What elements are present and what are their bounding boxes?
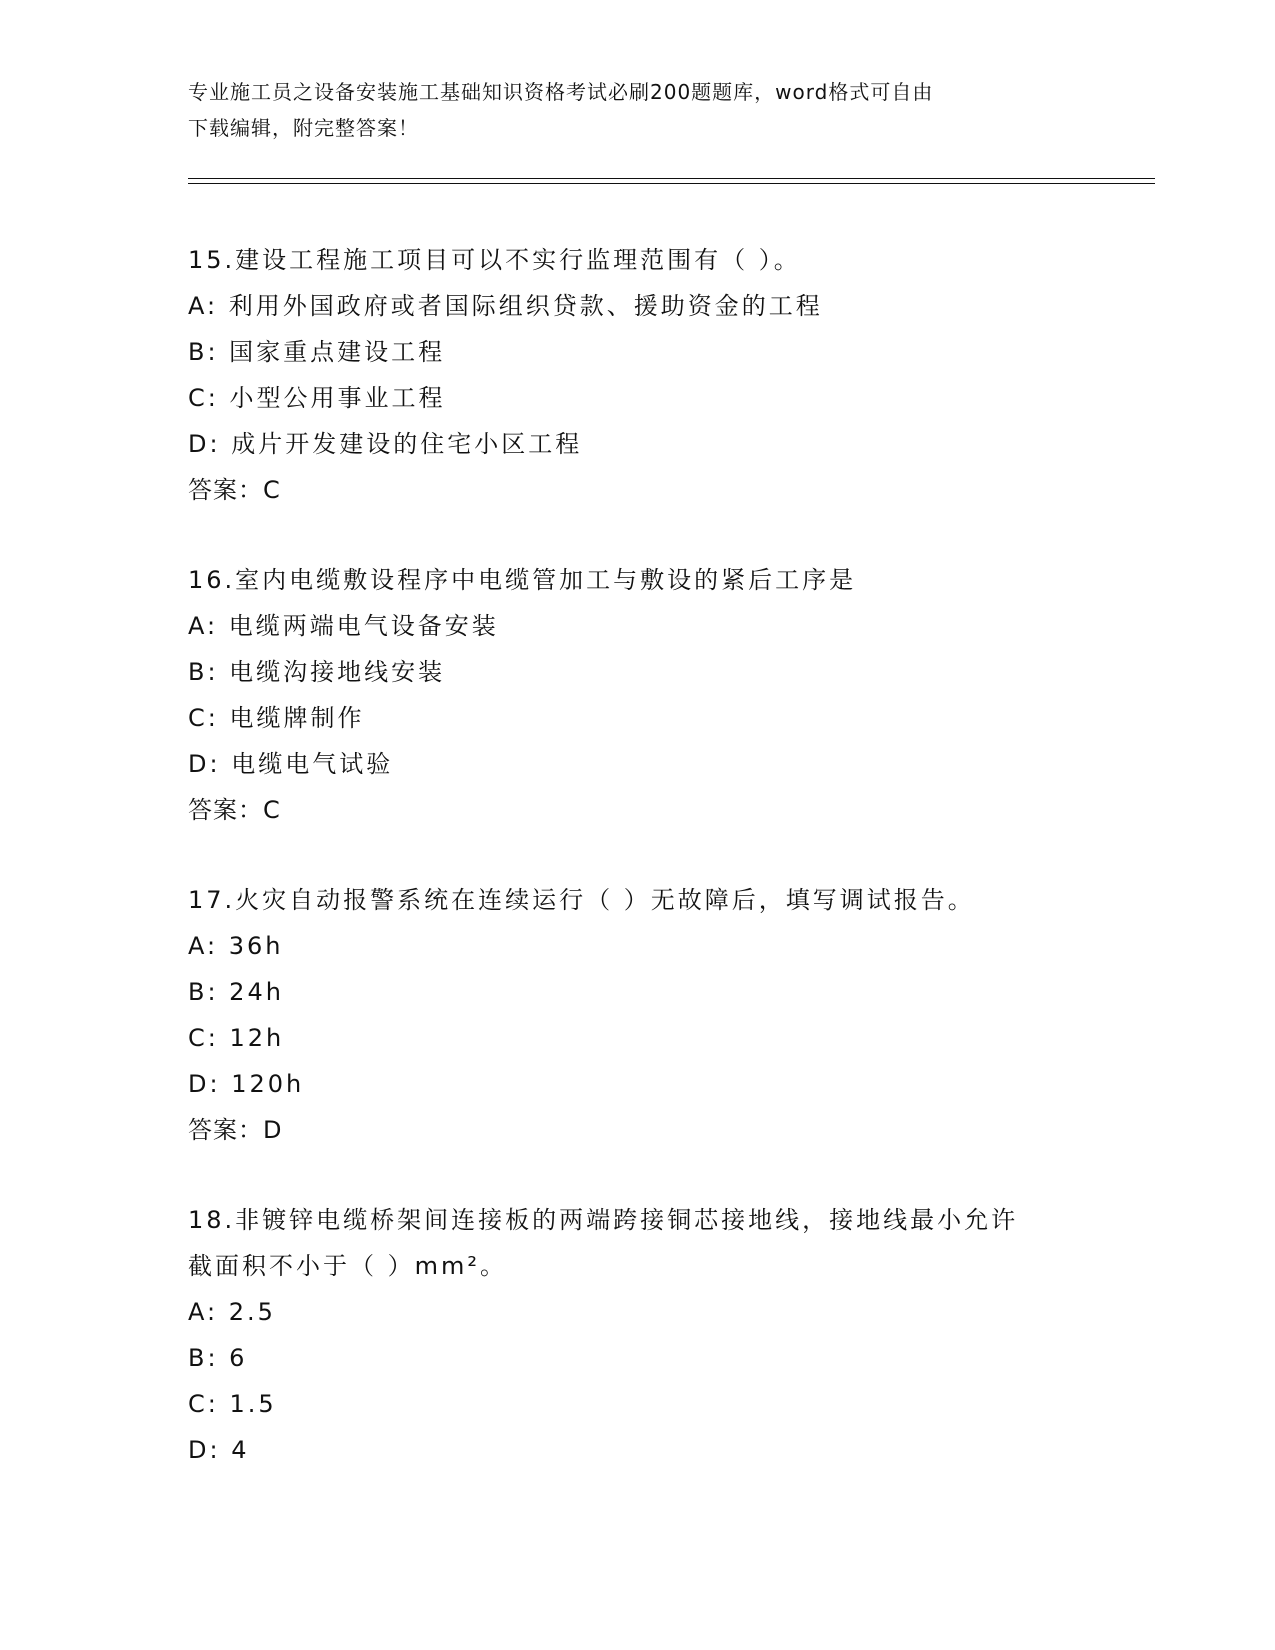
option-d: D: 成片开发建设的住宅小区工程 [188, 430, 583, 458]
option-b: B: 国家重点建设工程 [188, 338, 446, 366]
option-c: C: 12h [188, 1024, 285, 1052]
answer: 答案：C [188, 476, 281, 504]
option-c: C: 小型公用事业工程 [188, 384, 446, 412]
answer: 答案：C [188, 796, 281, 824]
option-b: B: 6 [188, 1344, 248, 1372]
question-stem: 16.室内电缆敷设程序中电缆管加工与敷设的紧后工序是 [188, 566, 857, 594]
header-line-1: 专业施工员之设备安装施工基础知识资格考试必刷200题题库，word格式可自由 [188, 80, 934, 104]
question-stem: 15.建设工程施工项目可以不实行监理范围有（ ）。 [188, 246, 801, 274]
option-a: A: 2.5 [188, 1298, 276, 1326]
option-c: C: 1.5 [188, 1390, 277, 1418]
question-stem-line-2: 截面积不小于（ ）mm²。 [188, 1252, 508, 1280]
option-a: A: 电缆两端电气设备安装 [188, 612, 499, 640]
question-18 [188, 1197, 1088, 1473]
option-d: D: 120h [188, 1070, 305, 1098]
answer: 答案：D [188, 1116, 283, 1144]
question-16 [188, 557, 1088, 833]
document-header [188, 74, 1088, 146]
option-b: B: 24h [188, 978, 284, 1006]
option-a: A: 36h [188, 932, 284, 960]
question-stem: 17.火灾自动报警系统在连续运行（ ）无故障后，填写调试报告。 [188, 886, 975, 914]
question-15 [188, 237, 1088, 513]
header-divider-bottom [188, 183, 1155, 184]
option-b: B: 电缆沟接地线安装 [188, 658, 446, 686]
header-divider-top [188, 178, 1155, 179]
question-stem-line-1: 18.非镀锌电缆桥架间连接板的两端跨接铜芯接地线，接地线最小允许 [188, 1206, 1019, 1234]
header-line-2: 下载编辑，附完整答案！ [188, 116, 419, 140]
option-a: A: 利用外国政府或者国际组织贷款、援助资金的工程 [188, 292, 823, 320]
option-d: D: 电缆电气试验 [188, 750, 394, 778]
option-c: C: 电缆牌制作 [188, 704, 365, 732]
question-17 [188, 877, 1088, 1153]
option-d: D: 4 [188, 1436, 250, 1464]
